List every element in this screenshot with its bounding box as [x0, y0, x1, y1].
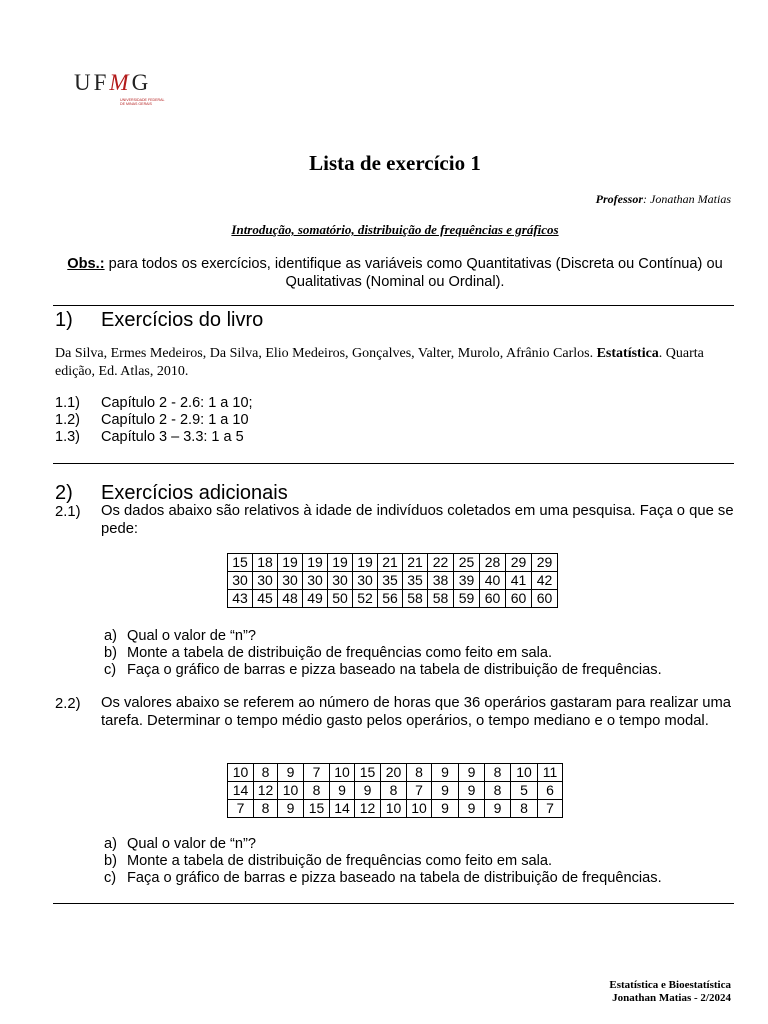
table-cell: 9 — [459, 800, 485, 818]
table-cell: 9 — [432, 800, 459, 818]
table-cell: 59 — [454, 590, 480, 608]
table-cell: 21 — [378, 554, 403, 572]
table-cell: 8 — [407, 764, 432, 782]
table-cell: 10 — [407, 800, 432, 818]
table-cell: 29 — [532, 554, 558, 572]
table-cell: 30 — [253, 572, 278, 590]
table-row — [228, 800, 563, 818]
table-cell: 9 — [459, 782, 485, 800]
table-cell: 58 — [403, 590, 428, 608]
table-cell: 9 — [278, 764, 304, 782]
question: b) Monte a tabela de distribuição de frequências como feito em sala. — [104, 645, 553, 661]
table-cell: 45 — [253, 590, 278, 608]
item-number: 1.1) — [55, 395, 80, 411]
table-cell: 9 — [330, 782, 355, 800]
table-cell: 14 — [330, 800, 355, 818]
book-reference: Da Silva, Ermes Medeiros, Da Silva, Elio Medeiros, Gonçalves, Valter, Murolo, Afrânio Carlos. Estatística. Quarta edição, Ed. Atlas, 2010. — [55, 346, 704, 379]
table-cell: 10 — [228, 764, 254, 782]
item-text: Capítulo 2 - 2.9: 1 a 10 — [101, 412, 249, 428]
logo-wordmark: UFMG — [74, 70, 152, 95]
table-cell: 50 — [328, 590, 353, 608]
table-cell: 19 — [278, 554, 303, 572]
table-cell: 30 — [303, 572, 328, 590]
table-cell: 60 — [532, 590, 558, 608]
item-number: 1.3) — [55, 429, 80, 445]
table-cell: 8 — [254, 764, 278, 782]
table-cell: 7 — [407, 782, 432, 800]
page-title: Lista de exercício 1 — [309, 151, 481, 175]
table-cell: 40 — [480, 572, 506, 590]
section1-title: Exercícios do livro — [101, 309, 264, 331]
table-cell: 12 — [355, 800, 381, 818]
exercise-number: 2.1) — [55, 504, 81, 520]
question: c) Faça o gráfico de barras e pizza baseado na tabela de distribuição de frequências. — [104, 662, 662, 678]
table-cell: 58 — [428, 590, 454, 608]
table-cell: 9 — [278, 800, 304, 818]
table-cell: 42 — [532, 572, 558, 590]
table-cell: 15 — [304, 800, 330, 818]
table-cell: 10 — [330, 764, 355, 782]
table-row — [228, 782, 563, 800]
item-number: 1.2) — [55, 412, 80, 428]
professor-line: Professor: Jonathan Matias — [595, 192, 731, 206]
table-cell: 14 — [228, 782, 254, 800]
table-cell: 10 — [278, 782, 304, 800]
table-cell: 9 — [485, 800, 511, 818]
table-cell: 19 — [303, 554, 328, 572]
table-cell: 9 — [432, 782, 459, 800]
question: a) Qual o valor de “n”? — [104, 628, 256, 644]
divider — [53, 903, 734, 904]
question: b) Monte a tabela de distribuição de frequências como feito em sala. — [104, 853, 553, 869]
exercise-text: Os dados abaixo são relativos à idade de indivíduos coletados em uma pesquisa. Faça o que se pede: — [101, 503, 734, 537]
ufmg-logo — [74, 70, 174, 116]
table-cell: 21 — [403, 554, 428, 572]
table-cell: 60 — [480, 590, 506, 608]
table-cell: 30 — [228, 572, 253, 590]
table-cell: 29 — [506, 554, 532, 572]
table-cell: 8 — [304, 782, 330, 800]
section2-title: Exercícios adicionais — [101, 482, 288, 504]
table-cell: 20 — [381, 764, 407, 782]
table-cell: 22 — [428, 554, 454, 572]
table-cell: 8 — [485, 782, 511, 800]
table-cell: 15 — [355, 764, 381, 782]
table-cell: 19 — [353, 554, 378, 572]
table-cell: 30 — [353, 572, 378, 590]
table-cell: 25 — [454, 554, 480, 572]
footer: Estatística e Bioestatística Jonathan Matias - 2/2024 — [609, 979, 731, 1004]
table-cell: 9 — [355, 782, 381, 800]
table-cell: 49 — [303, 590, 328, 608]
table-cell: 12 — [254, 782, 278, 800]
table-cell: 10 — [381, 800, 407, 818]
table-cell: 30 — [328, 572, 353, 590]
table-cell: 7 — [228, 800, 254, 818]
table-cell: 5 — [511, 782, 538, 800]
table-cell: 35 — [403, 572, 428, 590]
table-cell: 43 — [228, 590, 253, 608]
table-row — [228, 590, 558, 608]
table-cell: 18 — [253, 554, 278, 572]
page-subtitle: Introdução, somatório, distribuição de frequências e gráficos — [231, 222, 559, 237]
ages-table — [227, 553, 558, 608]
divider — [53, 463, 734, 464]
table-cell: 11 — [538, 764, 563, 782]
exercise-number: 2.2) — [55, 696, 81, 712]
table-cell: 15 — [228, 554, 253, 572]
section2-number: 2) — [55, 482, 73, 504]
question: a) Qual o valor de “n”? — [104, 836, 256, 852]
exercise-text: Os valores abaixo se referem ao número de horas que 36 operários gastaram para realizar uma tarefa. Determinar o tempo médio gasto pelos operários, o tempo mediano e o tempo modal. — [101, 695, 732, 729]
table-cell: 8 — [381, 782, 407, 800]
table-cell: 48 — [278, 590, 303, 608]
table-row — [228, 554, 558, 572]
logo-subtitle: UNIVERSIDADE FEDERAL DE MINAS GERAIS — [120, 98, 165, 106]
table-cell: 19 — [328, 554, 353, 572]
table-row — [228, 764, 563, 782]
table-cell: 30 — [278, 572, 303, 590]
item-text: Capítulo 3 – 3.3: 1 a 5 — [101, 429, 244, 445]
table-cell: 7 — [304, 764, 330, 782]
question: c) Faça o gráfico de barras e pizza baseado na tabela de distribuição de frequências. — [104, 870, 662, 886]
table-cell: 38 — [428, 572, 454, 590]
table-cell: 8 — [511, 800, 538, 818]
section1-number: 1) — [55, 309, 73, 331]
table-cell: 39 — [454, 572, 480, 590]
item-text: Capítulo 2 - 2.6: 1 a 10; — [101, 395, 253, 411]
table-cell: 8 — [485, 764, 511, 782]
table-row — [228, 572, 558, 590]
divider — [53, 305, 734, 306]
table-cell: 56 — [378, 590, 403, 608]
table-cell: 7 — [538, 800, 563, 818]
table-cell: 9 — [432, 764, 459, 782]
table-cell: 52 — [353, 590, 378, 608]
table-cell: 10 — [511, 764, 538, 782]
table-cell: 6 — [538, 782, 563, 800]
table-cell: 28 — [480, 554, 506, 572]
table-cell: 35 — [378, 572, 403, 590]
table-cell: 8 — [254, 800, 278, 818]
table-cell: 9 — [459, 764, 485, 782]
table-cell: 60 — [506, 590, 532, 608]
hours-table — [227, 763, 563, 818]
observation-note: Obs.: para todos os exercícios, identifique as variáveis como Quantitativas (Discreta ou Contínua) ou Qualitativas (Nominal ou Ordinal). — [67, 256, 723, 290]
table-cell: 41 — [506, 572, 532, 590]
